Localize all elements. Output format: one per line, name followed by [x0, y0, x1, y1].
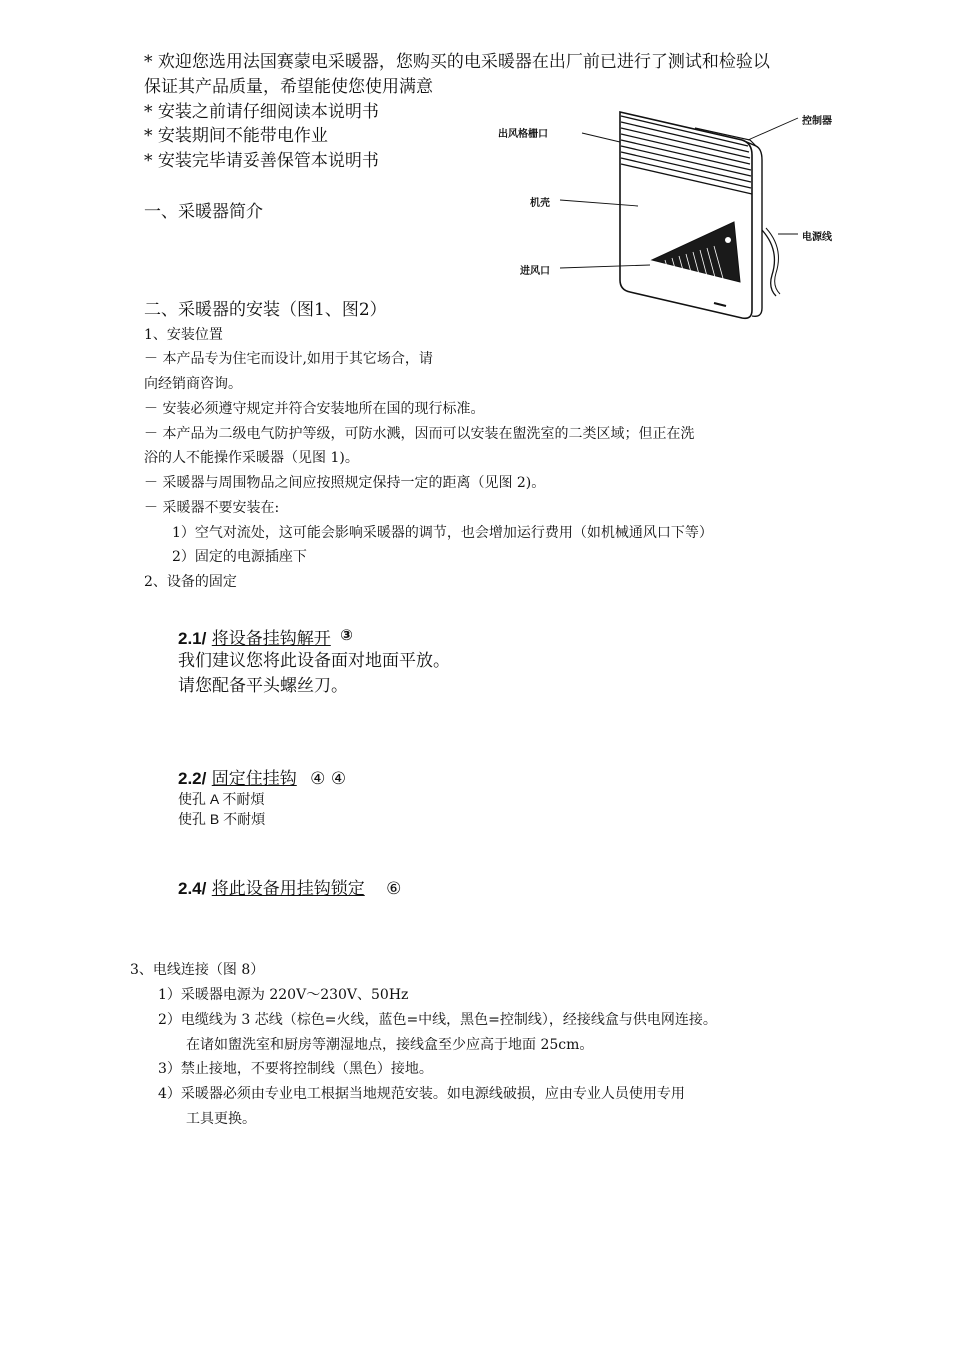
step21-heading — [178, 624, 353, 649]
intro-line-2: 保证其产品质量，希望能使您使用满意 — [144, 77, 433, 97]
s3-line-6: 工具更换。 — [186, 1111, 256, 1127]
step21-symbol: ③ — [340, 627, 353, 644]
section3-title: 3、电线连接（图 8） — [130, 962, 265, 978]
s2-1-line-5: 浴的人不能操作采暖器（见图 1)。 — [144, 450, 359, 466]
s2-1-line-1: － 本产品专为住宅而设计,如用于其它场合，请 — [144, 351, 433, 367]
step24-number: 2.4/ — [178, 879, 207, 898]
step21-line-1: 我们建议您将此设备面对地面平放。 — [178, 651, 450, 671]
intro-line-3: * 安装之前请仔细阅读本说明书 — [144, 102, 379, 122]
s3-line-2: 2）电缆线为 3 芯线（棕色=火线，蓝色=中线，黑色=控制线），经接线盒与供电网连接。 — [158, 1012, 717, 1028]
s3-line-3: 在诸如盥洗室和厨房等潮湿地点，接线盒至少应高于地面 25cm。 — [186, 1037, 594, 1053]
s2-2-title: 2、设备的固定 — [144, 574, 237, 590]
step24-title: 将此设备用挂钩锁定 — [211, 879, 365, 899]
label-controller: 控制器 — [802, 116, 832, 127]
step21-line-2: 请您配备平头螺丝刀。 — [178, 676, 348, 696]
step22-heading — [178, 764, 346, 789]
s2-1-sub-2: 2）固定的电源插座下 — [172, 549, 307, 565]
s2-1-title: 1、安装位置 — [144, 327, 223, 343]
s3-line-5: 4）采暖器必须由专业电工根据当地规范安装。如电源线破损，应由专业人员使用专用 — [158, 1086, 685, 1102]
s3-line-4: 3）禁止接地，不要将控制线（黑色）接地。 — [158, 1061, 433, 1077]
step22-number: 2.2/ — [178, 769, 207, 788]
s2-1-line-6: － 采暖器与周围物品之间应按照规定保持一定的距离（见图 2)。 — [144, 475, 546, 491]
step24-heading — [178, 874, 401, 899]
label-inlet: 进风口 — [520, 266, 550, 277]
s2-1-line-3: － 安装必须遵守规定并符合安装地所在国的现行标准。 — [144, 401, 485, 417]
label-outlet-grille: 出风格栅口 — [498, 129, 548, 140]
section2-title: 二、采暖器的安装（图1、图2） — [144, 300, 387, 320]
s3-line-1: 1）采暖器电源为 220V～230V、50Hz — [158, 987, 409, 1003]
step21-number: 2.1/ — [178, 629, 207, 648]
intro-line-1: * 欢迎您选用法国赛蒙电采暖器，您购买的电采暖器在出厂前已进行了测试和检验以 — [144, 52, 770, 72]
label-power-cord: 电源线 — [802, 232, 832, 243]
step21-title: 将设备挂钩解开 — [211, 629, 331, 649]
s2-1-line-2: 向经销商咨询。 — [144, 376, 242, 392]
step22-line-1: 使孔 A 不耐煩 — [178, 791, 265, 807]
label-housing: 机壳 — [530, 198, 550, 209]
intro-line-5: * 安装完毕请妥善保管本说明书 — [144, 151, 379, 171]
step22-symbols: ④ ④ — [310, 769, 347, 789]
s2-1-sub-1: 1）空气对流处，这可能会影响采暖器的调节，也会增加运行费用（如机械通风口下等） — [172, 525, 713, 541]
step22-line-2: 使孔 B 不耐煩 — [178, 811, 266, 827]
heater-figure — [490, 100, 850, 330]
s2-1-line-4: － 本产品为二级电气防护等级，可防水溅，因而可以安装在盥洗室的二类区域；但正在洗 — [144, 426, 695, 442]
step24-symbol: ⑥ — [386, 879, 402, 899]
s2-1-line-7: － 采暖器不要安装在: — [144, 500, 280, 516]
step22-title: 固定住挂钩 — [211, 769, 297, 789]
intro-line-4: * 安装期间不能带电作业 — [144, 126, 328, 146]
section1-title: 一、采暖器简介 — [144, 202, 263, 222]
